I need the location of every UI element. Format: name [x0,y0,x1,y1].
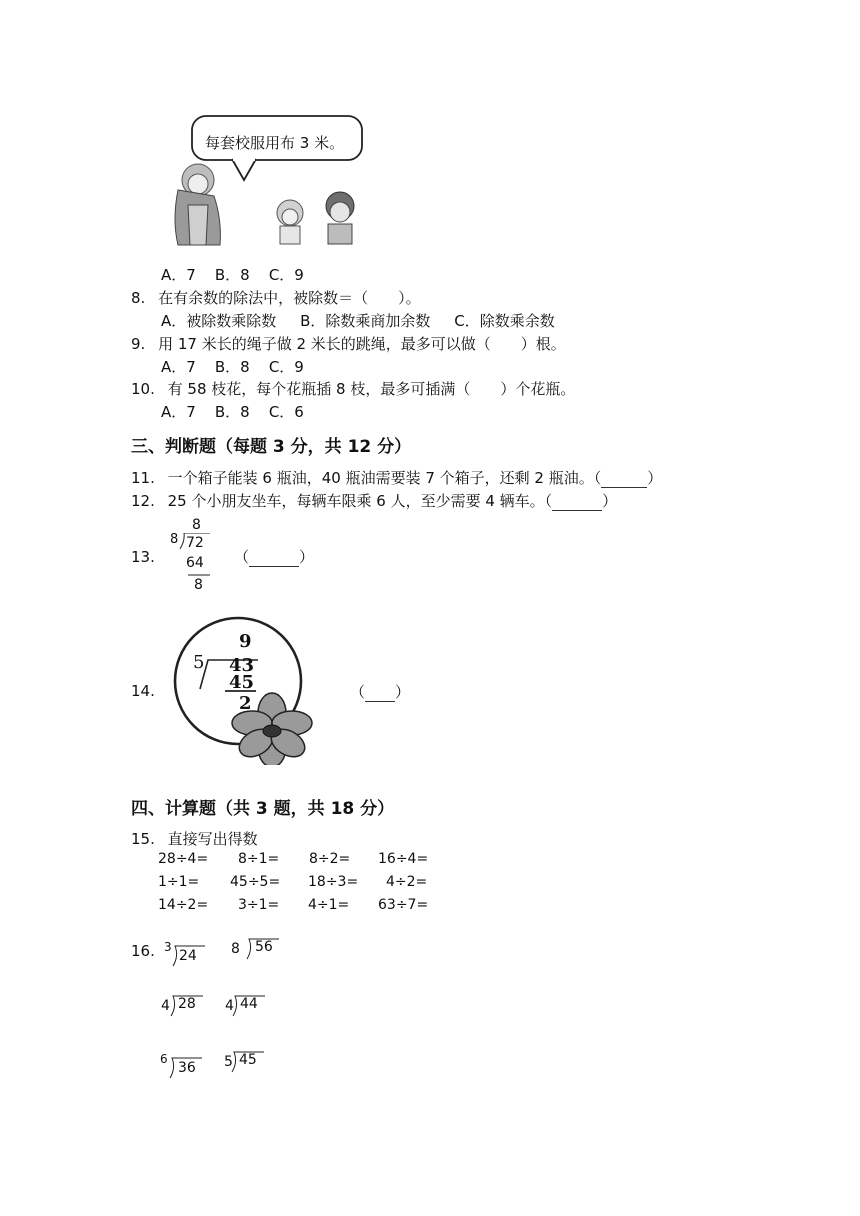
q9-text: 用 17 米长的绳子做 2 米长的跳绳，最多可以做（ ）根。 [158,335,566,353]
q8-number: 8. [131,289,146,307]
q13-quotient: 8 [192,517,201,533]
q7-option-b[interactable]: B．8 [214,266,250,284]
q13-open-paren: （ [234,548,250,566]
q14-answer [350,681,410,702]
q15-item: 45÷5= [230,874,281,890]
q14-close-paren: ） [395,683,411,701]
q10-question [131,378,575,399]
q14-circle-figure [172,615,322,765]
q7-option-a[interactable]: A．7 [161,266,196,284]
q8-option-a[interactable]: A．被除数乘除数 [161,312,277,330]
speech-bubble-text: 每套校服用布 3 米。 [205,134,345,152]
q15-item: 28÷4= [158,851,209,867]
q16-division-3 [161,992,211,1026]
q16-dividend: 36 [178,1060,196,1076]
q15-item: 3÷1= [238,897,280,913]
q16-dividend: 28 [178,996,196,1012]
q10-options [161,401,304,422]
q15-item: 8÷1= [238,851,280,867]
q9-options [161,356,304,377]
q13-divisor: 8 [170,532,179,547]
q11-close-paren: ） [647,469,663,487]
q9-option-b[interactable]: B．8 [214,358,250,376]
q11-text: 一个箱子能装 6 瓶油，40 瓶油需要装 7 个箱子，还剩 2 瓶油。（ [167,469,602,487]
q15-item: 4÷2= [386,874,428,890]
q15-item: 14÷2= [158,897,209,913]
q12-close-paren: ） [602,492,618,510]
q16-dividend: 44 [240,996,258,1012]
q16-divisor: 6 [160,1052,168,1066]
q16-divisor: 4 [161,998,170,1014]
q11-number: 11. [131,469,155,487]
q16-division-5 [160,1050,210,1084]
q16-divisor: 8 [231,941,240,957]
q15-item: 8÷2= [309,851,351,867]
q9-option-a[interactable]: A．7 [161,358,196,376]
q16-division-1 [164,938,214,972]
q13-dividend: 72 [186,535,204,551]
q14-divisor: 5 [193,652,205,673]
q13-long-division [168,517,218,597]
q15-question [131,828,258,849]
q15-item: 16÷4= [378,851,429,867]
q14-product: 45 [229,672,255,693]
q7-options [161,264,304,285]
q14-dividend: 43 [229,655,255,676]
q16-dividend: 24 [179,948,197,964]
q14-number: 14. [131,682,155,700]
q13-remainder: 8 [194,577,203,593]
q15-number: 15. [131,830,155,848]
q15-item: 4÷1= [308,897,350,913]
q12-number: 12. [131,492,155,510]
q12-answer-blank[interactable] [552,496,602,511]
q13-answer-blank[interactable] [249,552,299,567]
q10-option-c[interactable]: C．6 [268,403,304,421]
q8-text: 在有余数的除法中，被除数＝（ ）。 [158,289,421,307]
q9-option-c[interactable]: C．9 [268,358,304,376]
q16-divisor: 4 [225,998,234,1014]
q16-dividend: 45 [239,1052,257,1068]
q8-option-c[interactable]: C．除数乘余数 [454,312,555,330]
section-4-title: 四、计算题（共 3 题，共 18 分） [131,799,395,819]
q16-number: 16. [131,942,155,960]
q16-divisor: 5 [224,1054,233,1070]
q13-number: 13. [131,548,155,566]
q16-division-4 [225,992,275,1026]
q10-text: 有 58 枝花，每个花瓶插 8 枝，最多可插满（ ）个花瓶。 [167,380,576,398]
q10-option-a[interactable]: A．7 [161,403,196,421]
q15-item: 63÷7= [378,897,429,913]
q8-option-b[interactable]: B．除数乘商加余数 [300,312,431,330]
q14-open-paren: （ [350,683,366,701]
q9-question [131,333,566,354]
q13-product: 64 [186,555,204,571]
q10-number: 10. [131,380,155,398]
q11-answer-blank[interactable] [601,473,647,488]
illustration-graphic [160,110,380,250]
q8-options [161,310,555,331]
q12-text: 25 个小朋友坐车，每辆车限乘 6 人，至少需要 4 辆车。（ [167,492,553,510]
q8-question [131,287,421,308]
q14-quotient: 9 [239,631,252,652]
q7-option-c[interactable]: C．9 [268,266,304,284]
q15-item: 18÷3= [308,874,359,890]
q14-answer-blank[interactable] [365,687,395,702]
q15-item: 1÷1= [158,874,200,890]
q9-number: 9. [131,335,146,353]
q14-remainder: 2 [239,693,252,714]
q16-division-6 [224,1048,274,1082]
illustration [160,110,380,250]
q13-answer [234,546,314,567]
q16-division-2 [231,935,281,969]
q16-dividend: 56 [255,939,273,955]
q12-question [131,490,617,511]
q16-divisor: 3 [164,940,172,954]
q15-text: 直接写出得数 [167,830,258,848]
q10-option-b[interactable]: B．8 [214,403,250,421]
q11-question [131,467,662,488]
section-3-title: 三、判断题（每题 3 分，共 12 分） [131,437,412,457]
q13-close-paren: ） [299,548,315,566]
